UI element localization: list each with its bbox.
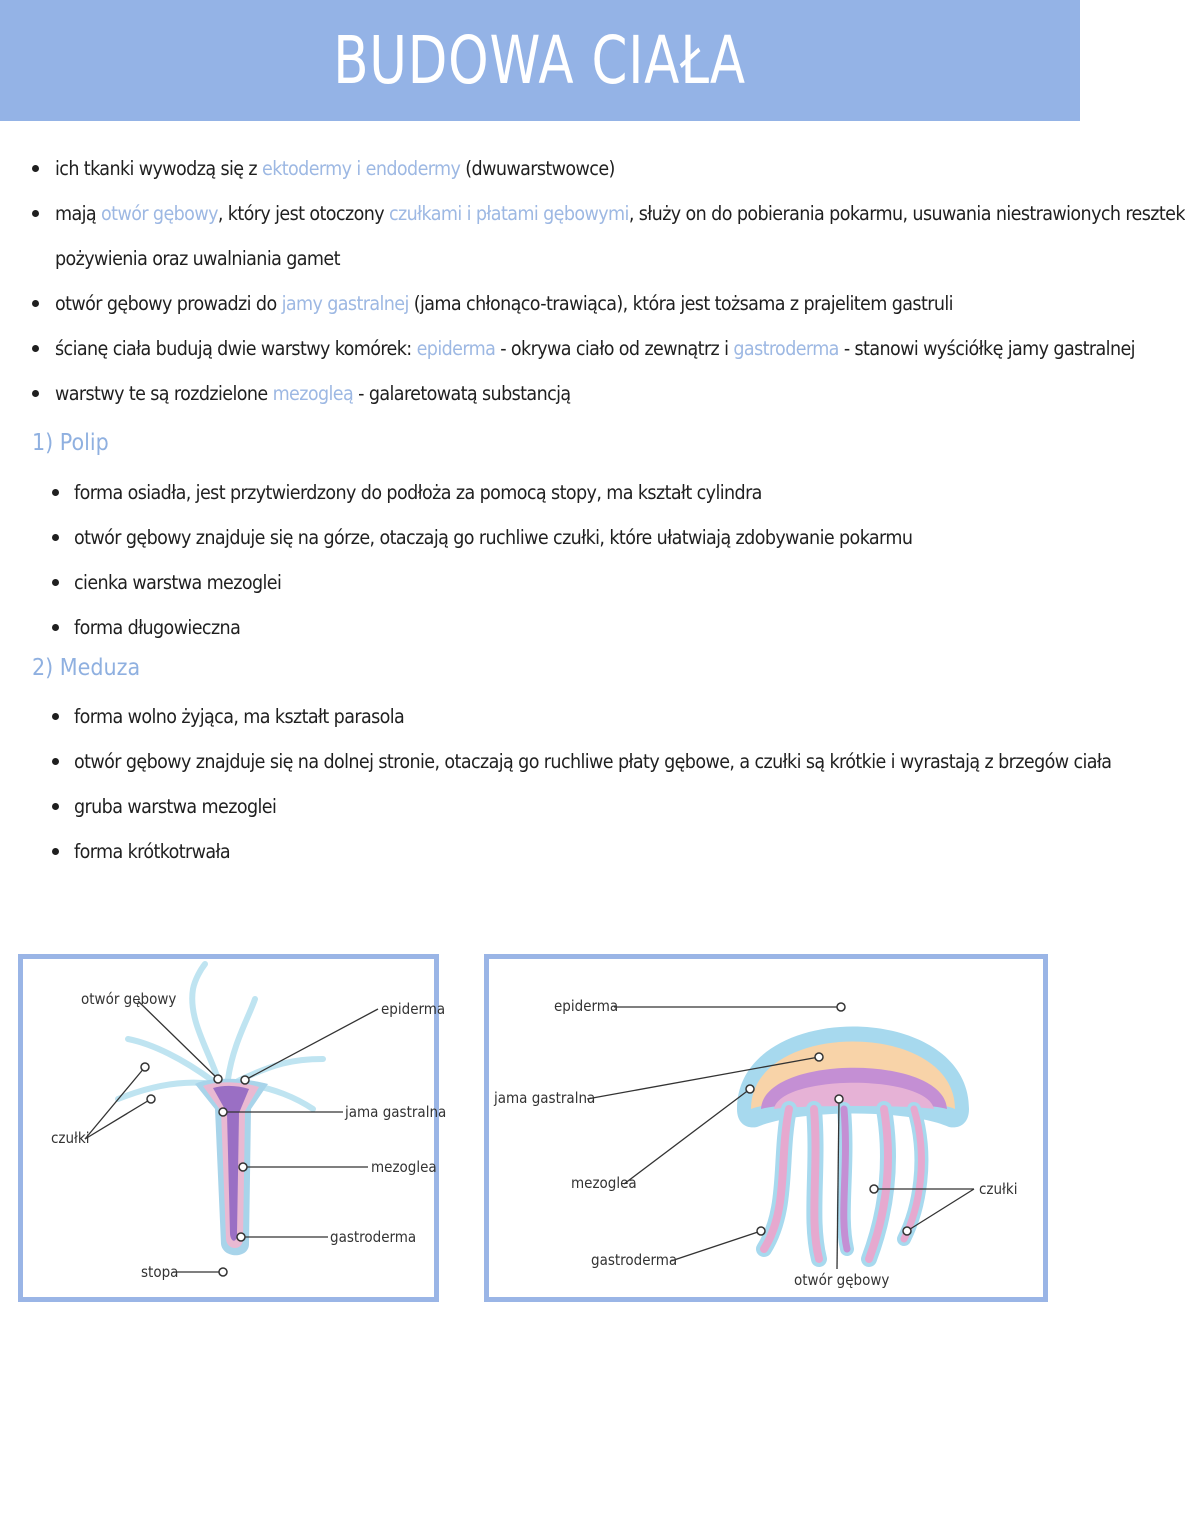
jellyfish-diagram xyxy=(489,959,1043,1297)
polip-item-4: forma długowieczna xyxy=(74,605,240,650)
meduza-item-2: otwór gębowy znajduje się na dolnej stronie, otaczają go ruchliwe płaty gębowe, a czułki są krótkie i wyrastają z brzegów ciała xyxy=(74,739,1111,784)
polyp-diagram xyxy=(23,959,447,1297)
jelly-label-gastroderma: gastroderma xyxy=(591,1251,678,1269)
meduza-heading: 2) Meduza xyxy=(32,655,141,681)
intro-item-5: warstwy te są rozdzielone mezogleą - galaretowatą substancją xyxy=(55,371,571,416)
meduza-item-3: gruba warstwa mezoglei xyxy=(74,784,276,829)
header-bar xyxy=(0,0,1080,121)
intro-item-3: otwór gębowy prowadzi do jamy gastralnej (jama chłonąco-trawiąca), która jest tożsama z prajelitem gastruli xyxy=(55,281,953,326)
page-title: BUDOWA CIAŁA xyxy=(333,22,747,99)
jelly-label-jama: jama gastralna xyxy=(494,1089,596,1107)
jelly-label-epiderma: epiderma xyxy=(554,997,619,1015)
polip-item-3: cienka warstwa mezoglei xyxy=(74,560,281,605)
polyp-figure xyxy=(18,954,447,1302)
polyp-label-mezoglea: mezoglea xyxy=(371,1158,437,1176)
jelly-label-czulki: czułki xyxy=(979,1180,1018,1198)
polyp-label-jama: jama gastralna xyxy=(345,1103,447,1121)
intro-item-2-continuation: pożywienia oraz uwalniania gamet xyxy=(55,247,340,270)
jelly-label-mezoglea: mezoglea xyxy=(571,1174,637,1192)
intro-item-2: mają otwór gębowy, który jest otoczony czułkami i płatami gębowymi, służy on do pobierania pokarmu, usuwania niestrawionych resztek xyxy=(55,191,1185,236)
jellyfish-arms xyxy=(764,1109,921,1259)
polyp-label-stopa: stopa xyxy=(141,1263,179,1281)
polip-item-2: otwór gębowy znajduje się na górze, otaczają go ruchliwe czułki, które ułatwiają zdobywanie pokarmu xyxy=(74,515,912,560)
meduza-item-1: forma wolno żyjąca, ma kształt parasola xyxy=(74,694,404,739)
jelly-label-otwor: otwór gębowy xyxy=(794,1271,890,1289)
polyp-label-czulki: czułki xyxy=(51,1129,90,1147)
jellyfish-figure xyxy=(484,954,1048,1302)
polyp-label-gastroderma: gastroderma xyxy=(330,1228,417,1246)
polyp-label-otwor: otwór gębowy xyxy=(81,990,177,1008)
polyp-label-epiderma: epiderma xyxy=(381,1000,446,1018)
polip-heading: 1) Polip xyxy=(32,430,109,456)
intro-item-1: ich tkanki wywodzą się z ektodermy i endodermy (dwuwarstwowce) xyxy=(55,146,615,191)
jellyfish-bell xyxy=(737,1027,969,1128)
meduza-item-4: forma krótkotrwała xyxy=(74,829,230,874)
intro-item-4: ścianę ciała budują dwie warstwy komórek: epiderma - okrywa ciało od zewnątrz i gastroderma - stanowi wyściółkę jamy gastralnej xyxy=(55,326,1135,371)
polip-item-1: forma osiadła, jest przytwierdzony do podłoża za pomocą stopy, ma kształt cylindra xyxy=(74,470,762,515)
